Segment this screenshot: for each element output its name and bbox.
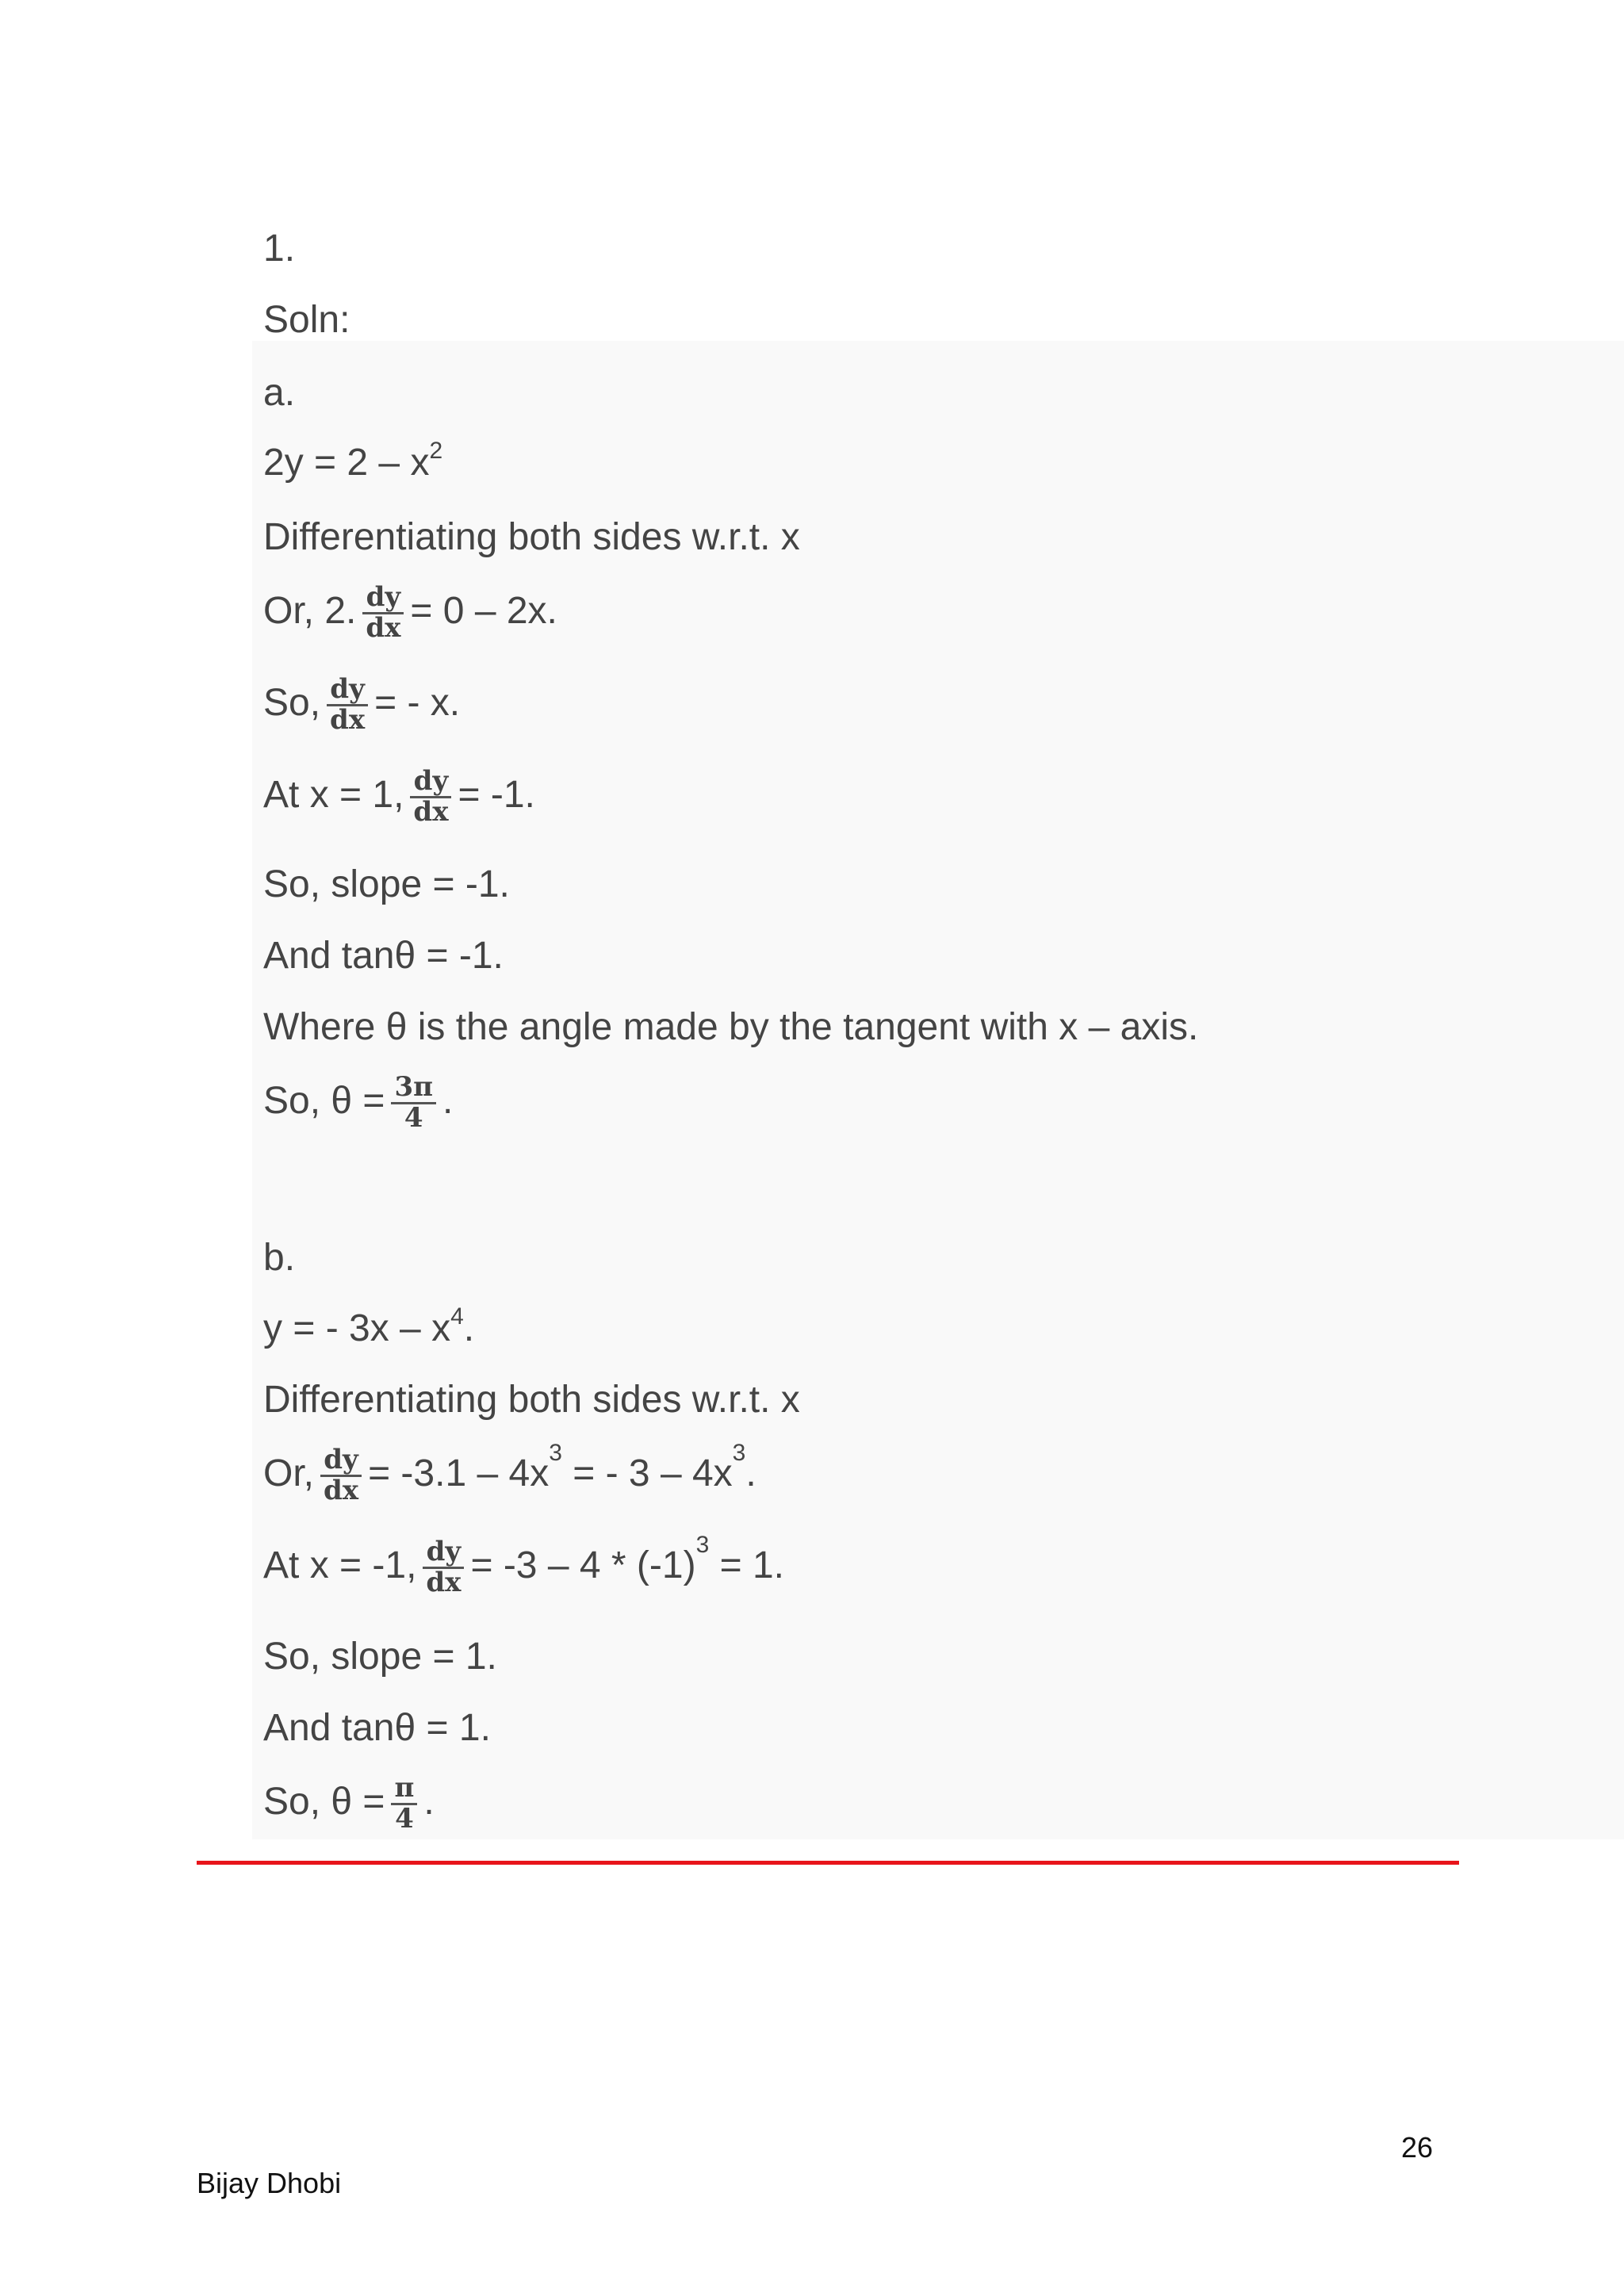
derivative-fraction: $\frac{dy}{dx}$ [410,767,451,826]
part-b-equation: y = - $3x - x^4$. [263,1303,475,1349]
part-a-or-line: Or, 2. $\frac{dy}{dx}$ = 0 – 2x. [263,581,557,644]
derivative-fraction: $\frac{dy}{dx}$ [327,675,368,734]
part-a-where: Where θ is the angle made by the tangent with x – axis. [263,1006,1199,1048]
theta-fraction: $\frac{3\pi}{4}$ [391,1073,436,1132]
theta-fraction: $\frac{\pi}{4}$ [391,1774,417,1833]
part-b-or-line: Or, $\frac{dy}{dx}$ = $-3.1 - 4x^3$ = - $3 - 4x^3$. [263,1440,756,1506]
part-b-differentiating: Differentiating both sides w.r.t. x [263,1379,800,1421]
red-divider [197,1861,1459,1865]
part-a-so-line: So, $\frac{dy}{dx}$ = - x. [263,673,461,736]
part-a-equation: $2y = 2 - x^2$ [263,438,443,484]
part-b-at-line: At x = -1, $\frac{dy}{dx}$ = $-3 - 4 * (-1)^3 = 1$. [263,1532,784,1598]
part-a-slope: So, slope = -1. [263,863,510,905]
part-a-tan: And tanθ = -1. [263,935,504,977]
part-b-theta: So, θ = $\frac{\pi}{4}$ . [263,1772,435,1835]
problem-number: 1. [263,228,296,270]
page-number: 26 [1401,2131,1434,2164]
part-a-differentiating: Differentiating both sides w.r.t. x [263,516,800,558]
part-b-tan: And tanθ = 1. [263,1707,491,1749]
derivative-fraction: $\frac{dy}{dx}$ [423,1538,464,1597]
author-name: Bijay Dhobi [197,2167,342,2199]
derivative-fraction: $\frac{dy}{dx}$ [320,1446,362,1505]
derivative-fraction: $\frac{dy}{dx}$ [362,584,404,642]
part-b-label: b. [263,1237,296,1279]
part-a-label: a. [263,372,296,414]
part-a-at-line: At x = 1, $\frac{dy}{dx}$ = -1. [263,765,535,828]
part-b-slope: So, slope = 1. [263,1636,497,1678]
part-a-theta: So, θ = $\frac{3\pi}{4}$ . [263,1071,454,1134]
content-panel [252,341,1624,1839]
soln-label: Soln: [263,299,350,341]
